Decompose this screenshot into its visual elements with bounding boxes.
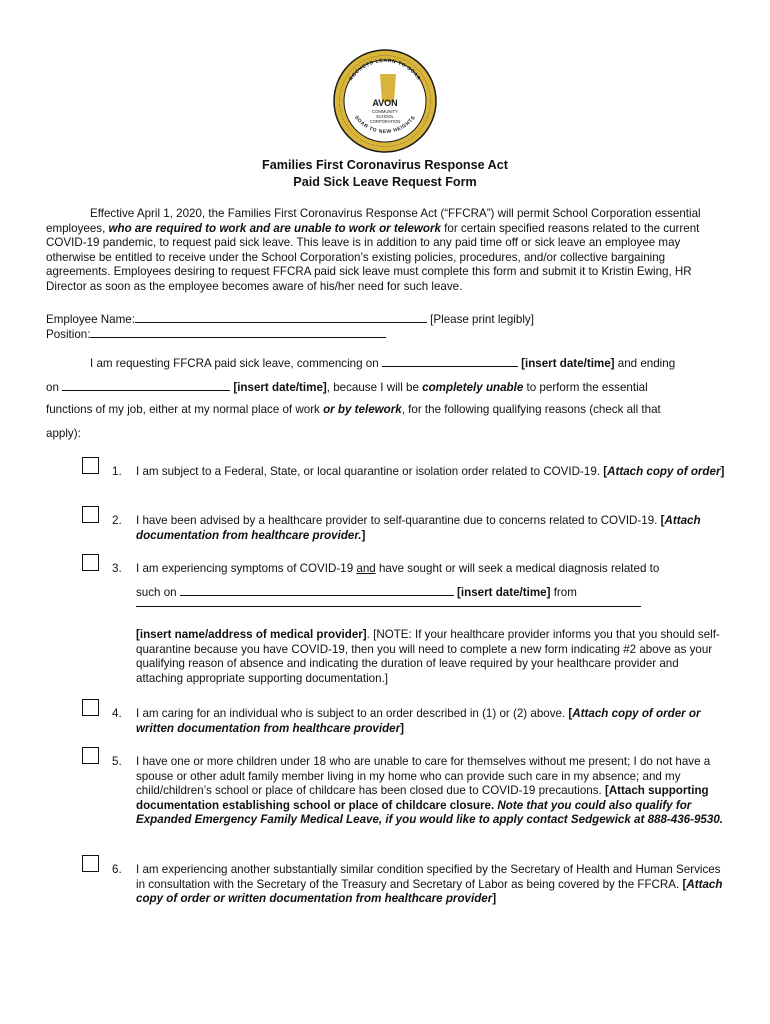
- start-date-field[interactable]: [382, 356, 518, 367]
- employee-name-field[interactable]: [135, 312, 427, 323]
- bracket: [: [603, 465, 608, 478]
- completely-unable-text: completely unable: [422, 381, 524, 394]
- request-text: , for the following qualifying reasons (check all that: [401, 403, 661, 416]
- medical-provider-field[interactable]: [136, 606, 641, 607]
- form-title-line1: Families First Coronavirus Response Act: [262, 158, 508, 172]
- attach-instruction: Attach documentation from healthcare provider.: [136, 514, 701, 542]
- diagnosis-date-field[interactable]: [180, 585, 454, 596]
- reason-4-checkbox[interactable]: [82, 699, 99, 716]
- bracket: ]: [361, 528, 366, 542]
- request-line-3: [46, 403, 661, 418]
- employee-name-note: [Please print legibly]: [426, 313, 534, 326]
- reason-1-number: 1.: [112, 465, 122, 478]
- reason-2-text: [136, 514, 726, 543]
- employee-name-label: Employee Name:: [46, 313, 135, 326]
- request-line-1: [90, 356, 675, 372]
- request-text: , because I will be: [326, 381, 423, 394]
- intro-text-1: Effective April 1, 2020, the Families First Coronavirus Response Act (“FFCRA”) will permit School Corporation essential employees,: [46, 207, 701, 235]
- intro-paragraph: [46, 207, 726, 295]
- request-text: I am requesting FFCRA paid sick leave, commencing on: [90, 357, 382, 370]
- request-text: and ending: [614, 357, 676, 370]
- avon-school-corporation-seal: [332, 48, 438, 154]
- logo-bottom-arc-text: SOAR TO NEW HEIGHTS: [353, 114, 417, 136]
- reason-text: I have been advised by a healthcare provider to self-quarantine due to concerns related to COVID-19.: [136, 514, 661, 527]
- logo-corporation-text: CORPORATION: [369, 119, 401, 124]
- intro-emphasis: who are required to work and are unable to work or telework: [108, 221, 441, 235]
- position-label: Position:: [46, 328, 91, 341]
- reason-3-checkbox[interactable]: [82, 554, 99, 571]
- employee-name-row: [46, 312, 534, 328]
- request-text: to perform the essential: [523, 381, 648, 394]
- reason-2-number: 2.: [112, 514, 122, 527]
- attach-instruction: Attach copy of order: [607, 465, 721, 478]
- reason-6-number: 6.: [112, 863, 122, 876]
- and-underlined: and: [356, 562, 376, 575]
- reason-4-text: [136, 707, 726, 736]
- reason-text: I have one or more children under 18 who are unable to care for themselves without me present; I do not have a spouse or other adult family member living in my home who can provide such care in my absence; and my child/children’s school or place of childcare has been closed due to COVID-19 precautions.: [136, 755, 711, 798]
- bracket: [: [568, 707, 573, 720]
- insert-date-label: [insert date/time]: [230, 381, 327, 394]
- reason-text: I am subject to a Federal, State, or local quarantine or isolation order related to COVID-19.: [136, 465, 604, 478]
- reason-5-checkbox[interactable]: [82, 747, 99, 764]
- attach-instruction: Attach copy of order or written documentation from healthcare provider: [136, 877, 723, 906]
- end-date-field[interactable]: [62, 380, 230, 391]
- reason-3-text-line1: [136, 562, 726, 577]
- position-field[interactable]: [90, 327, 386, 338]
- reason-3-date-row: [136, 585, 726, 601]
- insert-date-label: [insert date/time]: [453, 586, 551, 599]
- request-text: on: [46, 381, 63, 394]
- reason-5-number: 5.: [112, 755, 122, 768]
- bracket: [: [660, 514, 665, 527]
- reason-3-number: 3.: [112, 562, 122, 575]
- reason-text: such on: [136, 586, 180, 599]
- form-title-line2: Paid Sick Leave Request Form: [293, 175, 477, 189]
- insert-date-label: [insert date/time]: [517, 357, 615, 370]
- bracket: [: [682, 877, 687, 891]
- bracket: ]: [400, 721, 404, 735]
- intro-text-2: for certain specified reasons related to the current COVID-19 pandemic, to request paid sick leave. This leave is in addition to any paid time off or sick leave an employee may otherwise be entitled to receive under the School Corporation’s existing policies, procedures, and/or collective bargaining agreements. Employees desiring to request FFCRA paid sick leave must complete this form and submit it to Kristin Ewing, HR Director as soon as the employee becomes aware of his/her need for such leave.: [46, 221, 700, 293]
- request-line-2: [46, 380, 648, 396]
- bracket: ]: [492, 892, 497, 906]
- reason-6-checkbox[interactable]: [82, 855, 99, 872]
- insert-provider-label: [insert name/address of medical provider]: [136, 628, 367, 641]
- reason-text: I am caring for an individual who is subject to an order described in (1) or (2) above.: [136, 707, 569, 720]
- logo-avon-text: AVON: [372, 98, 398, 108]
- request-text: functions of my job, either at my normal place of work: [46, 403, 324, 416]
- bracket: ]: [720, 465, 725, 478]
- attach-instruction: [Attach supporting documentation establishing school or place of childcare closure.: [136, 784, 709, 812]
- reason-text: I am experiencing another substantially similar condition specified by the Secretary of Health and Human Services in consultation with the Secretary of the Treasury and Secretary of Labor as being covered by the FFCRA.: [136, 863, 721, 891]
- fmla-note: Note that you could also qualify for Expanded Emergency Family Medical Leave, if you would like to apply contact Sedgewick at 888-436-9530.: [136, 798, 723, 827]
- reason-text: from: [550, 586, 577, 599]
- reason-1-text: [136, 465, 726, 480]
- by-telework-text: or by telework: [323, 403, 402, 416]
- attach-instruction: Attach copy of order or written documentation from healthcare provider: [136, 707, 701, 735]
- reason-4-number: 4.: [112, 707, 122, 720]
- reason-1-checkbox[interactable]: [82, 457, 99, 474]
- logo-top-arc-text: ROCKETS LEARN TO SOAR: [348, 57, 422, 82]
- logo-school-text: SCHOOL: [376, 114, 394, 119]
- reason-text: I am experiencing symptoms of COVID-19: [136, 562, 357, 575]
- reason-3-provider-note: [136, 628, 726, 686]
- position-row: [46, 327, 386, 343]
- reason-6-text: [136, 863, 726, 907]
- provider-note-text: . [NOTE: If your healthcare provider informs you that you should self-quarantine because you have COVID-19, then you will need to complete a new form indicating #2 above as your qualifying reason of absence and indicating the duration of leave required by your healthcare provider and attaching appropriate supporting documentation.]: [136, 628, 720, 685]
- reason-text: have sought or will seek a medical diagnosis related to: [375, 562, 660, 575]
- reason-2-checkbox[interactable]: [82, 506, 99, 523]
- reason-5-text: [136, 755, 726, 828]
- logo-community-text: COMMUNITY: [372, 109, 398, 114]
- request-line-4: apply):: [46, 427, 81, 440]
